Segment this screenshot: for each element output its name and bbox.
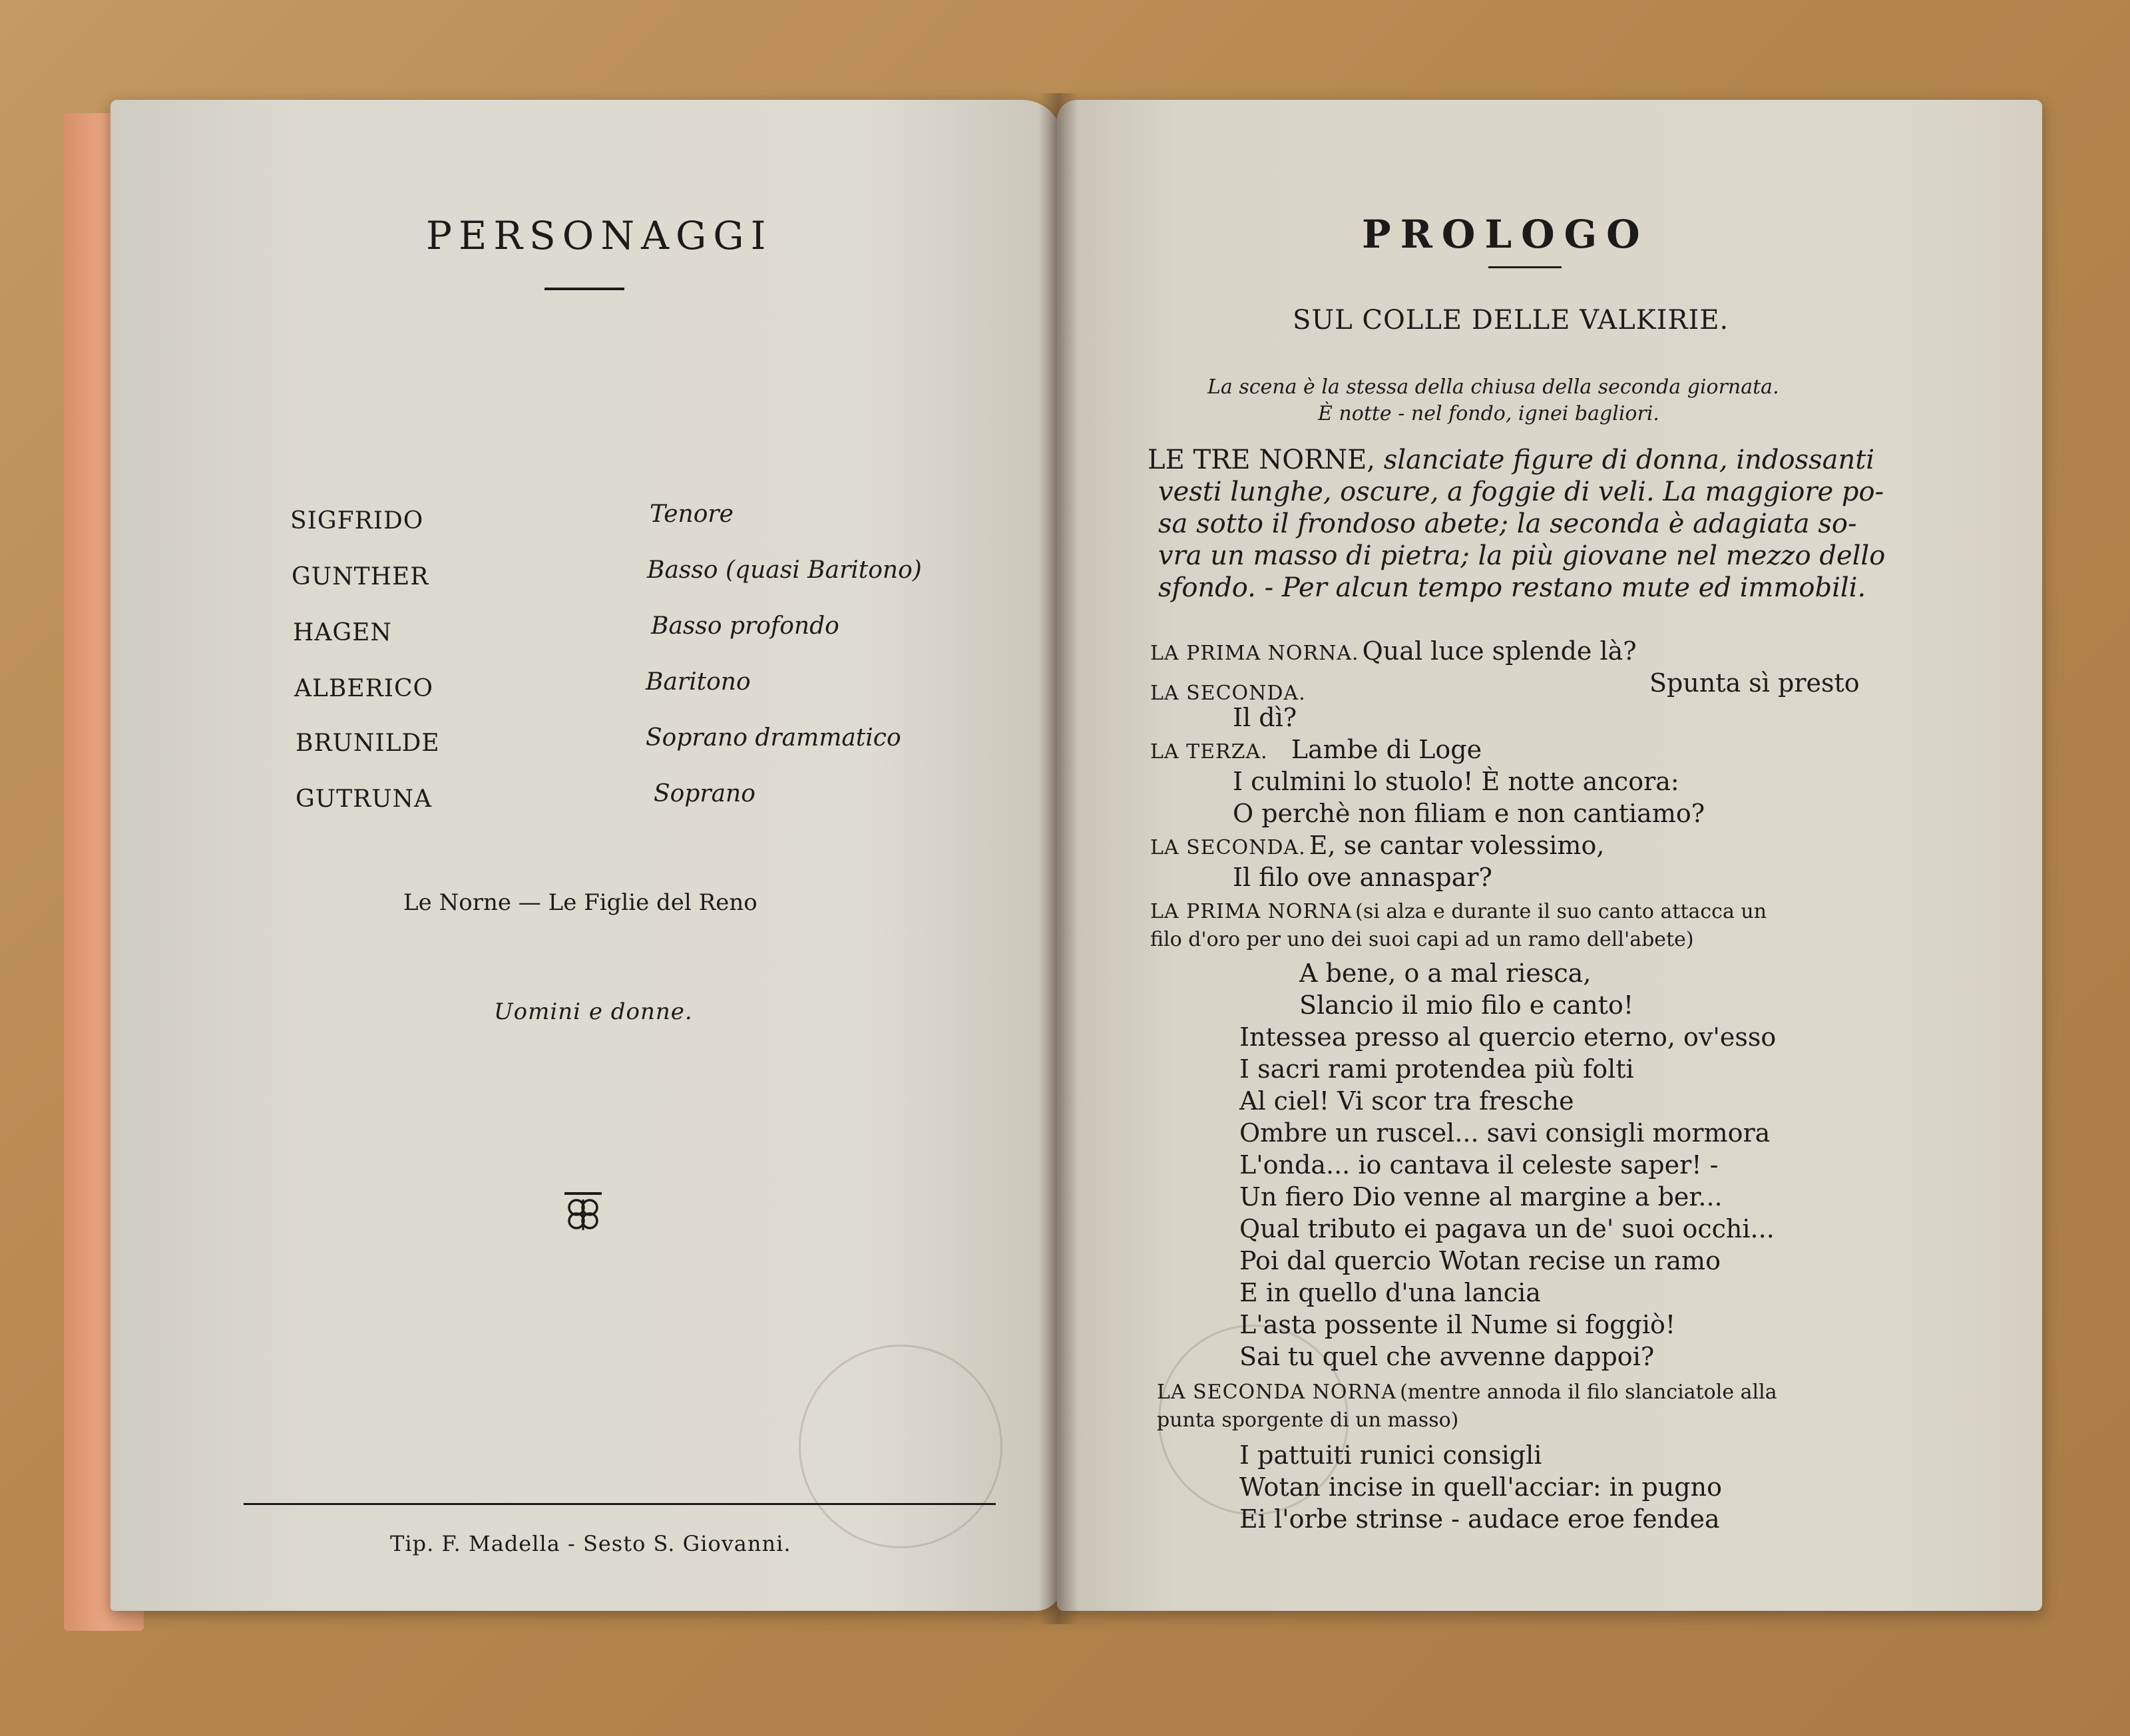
verse: I culmini lo stuolo! È notte ancora: (1233, 767, 1679, 796)
verse: Il filo ove annaspar? (1233, 863, 1492, 892)
speaker: LA SECONDA. (1150, 836, 1306, 859)
footer-rule (244, 1503, 996, 1505)
verse: A bene, o a mal riesca, (1299, 959, 1592, 988)
cast-voice: Basso profondo (651, 612, 839, 640)
intro-line: vesti lunghe, oscure, a foggie di veli. La maggiore po- (1158, 477, 1884, 507)
verse: Il dì? (1233, 703, 1297, 732)
stage-direction: filo d'oro per uno dei suoi capi ad un ramo dell'abete) (1150, 928, 1694, 951)
cast-voice: Tenore (650, 501, 734, 528)
stage-direction: (si alza e durante il suo canto attacca un (1355, 900, 1767, 923)
minor-roles: Le Norne — Le Figlie del Reno (403, 889, 757, 916)
intro-lead: LE TRE NORNE, (1148, 445, 1376, 475)
cast-voice: Soprano drammatico (646, 724, 901, 752)
speaker: LA PRIMA NORNA. (1150, 642, 1359, 665)
verse: L'onda... io cantava il celeste saper! - (1239, 1150, 1719, 1180)
prologue-title: PROLOGO (1362, 212, 1649, 257)
cast-name: HAGEN (293, 619, 392, 646)
verse: Lambe di Loge (1291, 735, 1482, 764)
cast-name: GUNTHER (292, 563, 429, 590)
verse: I sacri rami protendea più folti (1239, 1054, 1634, 1084)
printer-ornament-icon (563, 1192, 603, 1233)
verse: Intessea presso al quercio eterno, ov'esso (1239, 1022, 1777, 1052)
cast-name: BRUNILDE (296, 730, 440, 757)
verse: E, se cantar volessimo, (1309, 831, 1605, 860)
intro-line: sa sotto il frondoso abete; la seconda è adagiata so- (1158, 509, 1857, 539)
verse: Slancio il mio filo e canto! (1299, 990, 1634, 1020)
intro-first-line (1148, 445, 1874, 475)
cast-name: SIGFRIDO (290, 507, 424, 535)
stage-direction: punta sporgente di un masso) (1157, 1409, 1459, 1432)
verse: Sai tu quel che avvenne dappoi? (1239, 1342, 1655, 1371)
verse: Spunta sì presto (1649, 668, 1860, 698)
verse: Poi dal quercio Wotan recise un ramo (1239, 1246, 1721, 1275)
dialogue-line (1150, 735, 1482, 764)
cast-voice: Basso (quasi Baritono) (647, 556, 922, 584)
speaker: LA SECONDA. (1150, 682, 1306, 705)
prologue-rule (1488, 266, 1562, 268)
scene-note: È notte - nel fondo, ignei bagliori. (1318, 402, 1659, 425)
speaker: LA TERZA. (1150, 740, 1268, 763)
dialogue-line (1150, 900, 1767, 923)
cast-title: PERSONAGGI (426, 213, 773, 258)
intro-text: slanciate figure di donna, indossanti (1383, 445, 1875, 475)
dialogue-line (1157, 1381, 1777, 1404)
verse: Ei l'orbe strinse - audace eroe fendea (1239, 1504, 1720, 1534)
scene-note: La scena è la stessa della chiusa della seconda giornata. (1207, 375, 1779, 399)
speaker: LA PRIMA NORNA (1150, 900, 1353, 923)
stage-direction: (mentre annoda il filo slanciatole alla (1400, 1381, 1777, 1404)
printer-imprint: Tip. F. Madella - Sesto S. Giovanni. (390, 1531, 791, 1556)
verse: Qual luce splende là? (1362, 636, 1637, 666)
ring-stain-left (799, 1345, 1002, 1548)
book-gutter (1038, 93, 1078, 1624)
scene-subtitle: SUL COLLE DELLE VALKIRIE. (1293, 305, 1729, 335)
cast-name: GUTRUNA (296, 785, 433, 813)
verse: Al ciel! Vi scor tra fresche (1239, 1086, 1574, 1116)
verse: Qual tributo ei pagava un de' suoi occhi... (1239, 1214, 1775, 1243)
verse: Wotan incise in quell'acciar: in pugno (1239, 1472, 1722, 1502)
chorus-line: Uomini e donne. (494, 998, 693, 1025)
verse: Ombre un ruscel... savi consigli mormora (1239, 1118, 1771, 1148)
dialogue-line (1150, 831, 1604, 860)
verse: E in quello d'una lancia (1239, 1278, 1541, 1307)
dialogue-line (1150, 636, 1637, 666)
verse: Un fiero Dio venne al margine a ber... (1239, 1182, 1723, 1211)
intro-line: sfondo. - Per alcun tempo restano mute ed immobili. (1158, 572, 1866, 603)
verse: L'asta possente il Nume si foggiò! (1239, 1310, 1676, 1339)
verse: I pattuiti runici consigli (1239, 1440, 1542, 1470)
speaker: LA SECONDA NORNA (1157, 1381, 1396, 1404)
title-rule (544, 288, 624, 290)
cast-voice: Baritono (646, 668, 751, 696)
verse: O perchè non filiam e non cantiamo? (1233, 799, 1705, 828)
cast-voice: Soprano (654, 780, 755, 807)
intro-line: vra un masso di pietra; la più giovane nel mezzo dello (1158, 541, 1886, 571)
cast-name: ALBERICO (294, 675, 434, 702)
